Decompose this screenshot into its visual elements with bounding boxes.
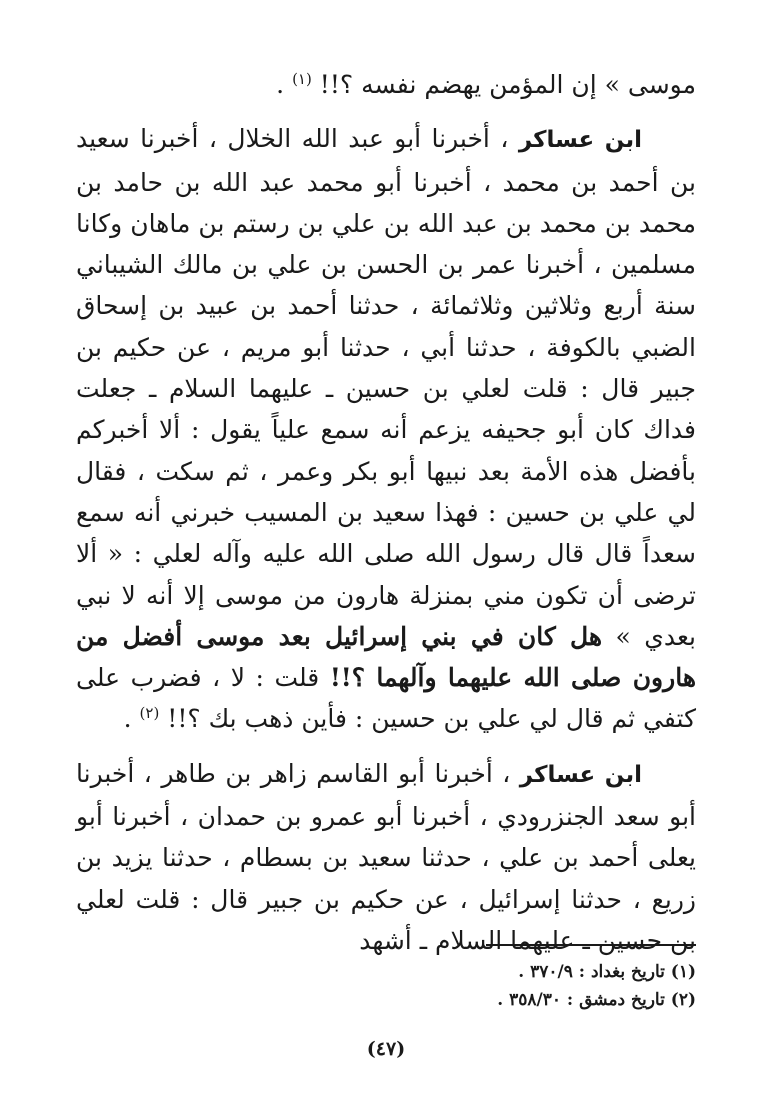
paragraph-text-continued: قلت : لا ، فضرب على كتفي ثم قال لي علي بن حسين : فأين ذهب بك ؟!! xyxy=(76,663,696,734)
paragraph-tail: . xyxy=(276,70,293,99)
footnote-ref-2[interactable]: (٢) xyxy=(139,704,160,723)
paragraph-text: أخبرنا أبو عبد الله الخلال ، أخبرنا سعيد بن أحمد بن محمد ، أخبرنا أبو محمد عبد الله بن حامد بن محمد بن محمد بن عبد الله بن علي بن رستم بن ماهان وكانا مسلمين ، أخبرنا عمر بن الحسن بن علي بن مالك الشيباني سنة أربع وثلاثين وثلاثمائة ، حدثنا أحمد بن عبيد بن إسحاق الضبي بالكوفة ، حدثنا أبي ، حدثنا أبو مريم ، عن حكيم بن جبير قال : قلت لعلي بن حسين ـ عليهما السلام ـ جعلت فداك كان أبو جحيفه يزعم أنه سمع علياً يقول : ألا أخبركم بأفضل هذه الأمة بعد نبيها أبو بكر وعمر ، ثم سكت ، فقال لي علي بن حسين : فهذا سعيد بن المسيب خبرني أنه سمع سعداً قال قال رسول الله صلى الله عليه وآله لعلي : « ألا ترضى أن تكون مني بمنزلة هارون من موسى إلا أنه لا نبي بعدي » xyxy=(76,124,696,651)
paragraph-text: أخبرنا أبو القاسم زاهر بن طاهر ، أخبرنا أبو سعد الجنزرودي ، أخبرنا أبو عمرو بن حمدان ، أخبرنا أبو يعلى أحمد بن علي ، حدثنا سعيد بن بسطام ، حدثنا يزيد بن زريع ، حدثنا إسرائيل ، عن حكيم بن جبير قال : قلت لعلي بن حسين ـ عليهما السلام ـ أشهد xyxy=(76,758,696,955)
paragraph-2 xyxy=(76,118,696,739)
source-separator: ، xyxy=(492,758,520,788)
paragraph-1 xyxy=(76,64,696,105)
paragraph-text: موسى » إن المؤمن يهضم نفسه ؟!! xyxy=(311,70,696,99)
footnote-2: (٢) تاريخ دمشق : ٣٥٨/٣٠ . xyxy=(497,990,696,1010)
footnote-ref-1[interactable]: (١) xyxy=(292,70,312,88)
emphasized-text: هل كان في بني إسرائيل بعد موسى أفضل من هارون صلى الله عليهما وآلهما ؟!! xyxy=(76,621,697,693)
footnote-1: (١) تاريخ بغداد : ٣٧٠/٩ . xyxy=(518,962,696,982)
paragraph-tail: . xyxy=(123,704,140,734)
body-text xyxy=(76,64,696,961)
source-name: ابن عساكر xyxy=(518,127,642,154)
page-number: (٤٧) xyxy=(366,1038,406,1060)
paragraph-3 xyxy=(76,753,696,961)
footnotes xyxy=(76,944,696,1014)
source-name: ابن عساكر xyxy=(519,761,642,788)
footnote-divider xyxy=(486,944,696,946)
source-separator: ، xyxy=(489,124,519,154)
